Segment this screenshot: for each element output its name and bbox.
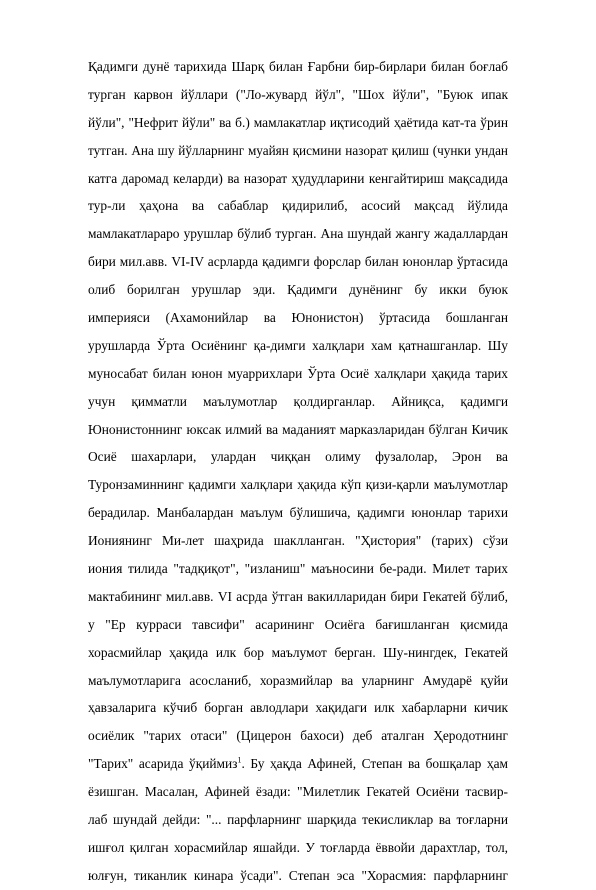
text-line-25: осиёлик "тарих отаси" (Цицерон бахоси) деб аталган Ҳеродотнинг [88, 728, 508, 744]
text-line-2: турган карвон йўллари ("Ло-жувард йўл", "Шох йўли", "Буюк ипак [88, 86, 508, 102]
text-line-14: Юнонистоннинг юксак илмий ва маданият марказларидан бўлган Кичик [88, 421, 508, 437]
text-line-28: лаб шундай дейди: "... парфларнинг шарқида текисликлар ва тоғларни [88, 812, 508, 828]
text-line-15: Осиё шахарлари, улардан чиққан олиму фузалолар, Эрон ва [88, 449, 508, 465]
text-line-10: империяси (Ахамонийлар ва Юнонистон) ўртасида бошланган [88, 310, 508, 326]
text-line-7: мамлакатлараро урушлар бўлиб турган. Ана шундай жангу жадаллардан [88, 226, 508, 242]
text-line-26-end: . Бу ҳақда Афиней, Степан ва бошқалар ҳам [241, 756, 508, 772]
text-line-12: муносабат билан юнон муаррихлари Ўрта Осиё халқлари ҳақида тарих [88, 365, 508, 381]
text-line-30: юлғун, тиканлик кинара ўсади". Степан эса "Хорасмия: парфларнинг [88, 867, 508, 883]
text-line-26 [88, 750, 508, 778]
text-line-24: ҳавзаларига кўчиб борган авлодлари хақидаги илк хабарларни кичик [88, 700, 508, 716]
text-line-9: олиб борилган урушлар эди. Қадимги дунёнинг бу икки буюк [88, 282, 508, 298]
text-line-26-start: "Тарих" асарида ўқиймиз [88, 756, 238, 772]
text-line-6: тур-ли ҳаҳона ва сабаблар қидирилиб, асосий мақсад йўлида [88, 198, 508, 214]
text-line-29: ишғол қилган хорасмийлар яшайди. У тоғларда ёввойи дарахтлар, тол, [88, 839, 508, 855]
document-page [88, 53, 508, 890]
footnote-mark[interactable]: 1 [237, 755, 242, 765]
text-line-17: берадилар. Манбалардан маълум бўлишича, қадимги юнонлар тарихи [88, 505, 508, 521]
text-line-5: катга даромад келарди) ва назорат ҳудудларини кенгайтириш мақсадида [88, 170, 508, 186]
text-line-11: урушларда Ўрта Осиёнинг қа-димги халқлари хам қатнашганлар. Шу [88, 337, 508, 353]
text-line-1: Қадимги дунё тарихида Шарқ билан Ғарбни бир-бирлари билан боғлаб [88, 59, 508, 74]
text-line-21: у "Ер курраси тавсифи" асарининг Осиёга бағишланган қисмида [88, 616, 508, 632]
text-line-22: хорасмийлар ҳақида илк бор маълумот берган. Шу-нингдек, Гекатей [88, 644, 508, 660]
text-line-4: тутган. Ана шу йўлларнинг муайян қисмини назорат қилиш (чунки ундан [88, 142, 508, 158]
text-line-16: Туронзаминнинг қадимги халқлари ҳақида кўп қизи-қарли маълумотлар [88, 477, 508, 493]
text-line-8: бири мил.авв. VI-IV асрларда қадимги форслар билан юнонлар ўртасида [88, 254, 508, 270]
text-line-13: учун қимматли маълумотлар қолдирганлар. Айниқса, қадимги [88, 393, 508, 409]
text-line-23: маълумотларига асосланиб, хоразмийлар ва уларнинг Амударё қуйи [88, 672, 508, 688]
text-line-3: йўли", "Нефрит йўли" ва б.) мамлакатлар иқтисодий ҳаётида кат-та ўрин [88, 114, 508, 130]
text-line-19: иония тилида "тадқиқот", "изланиш" маъносини бе-ради. Милет тарих [88, 561, 508, 577]
body-paragraph [88, 53, 508, 890]
text-line-20: мактабининг мил.авв. VI асрда ўтган вакилларидан бири Гекатей бўлиб, [88, 588, 508, 604]
text-line-27: ёзишган. Масалан, Афиней ёзади: "Милетлик Гекатей Осиёни тасвир- [88, 784, 508, 800]
text-line-18: Иониянинг Ми-лет шаҳрида шаклланган. "Ҳистория" (тарих) сўзи [88, 533, 508, 549]
